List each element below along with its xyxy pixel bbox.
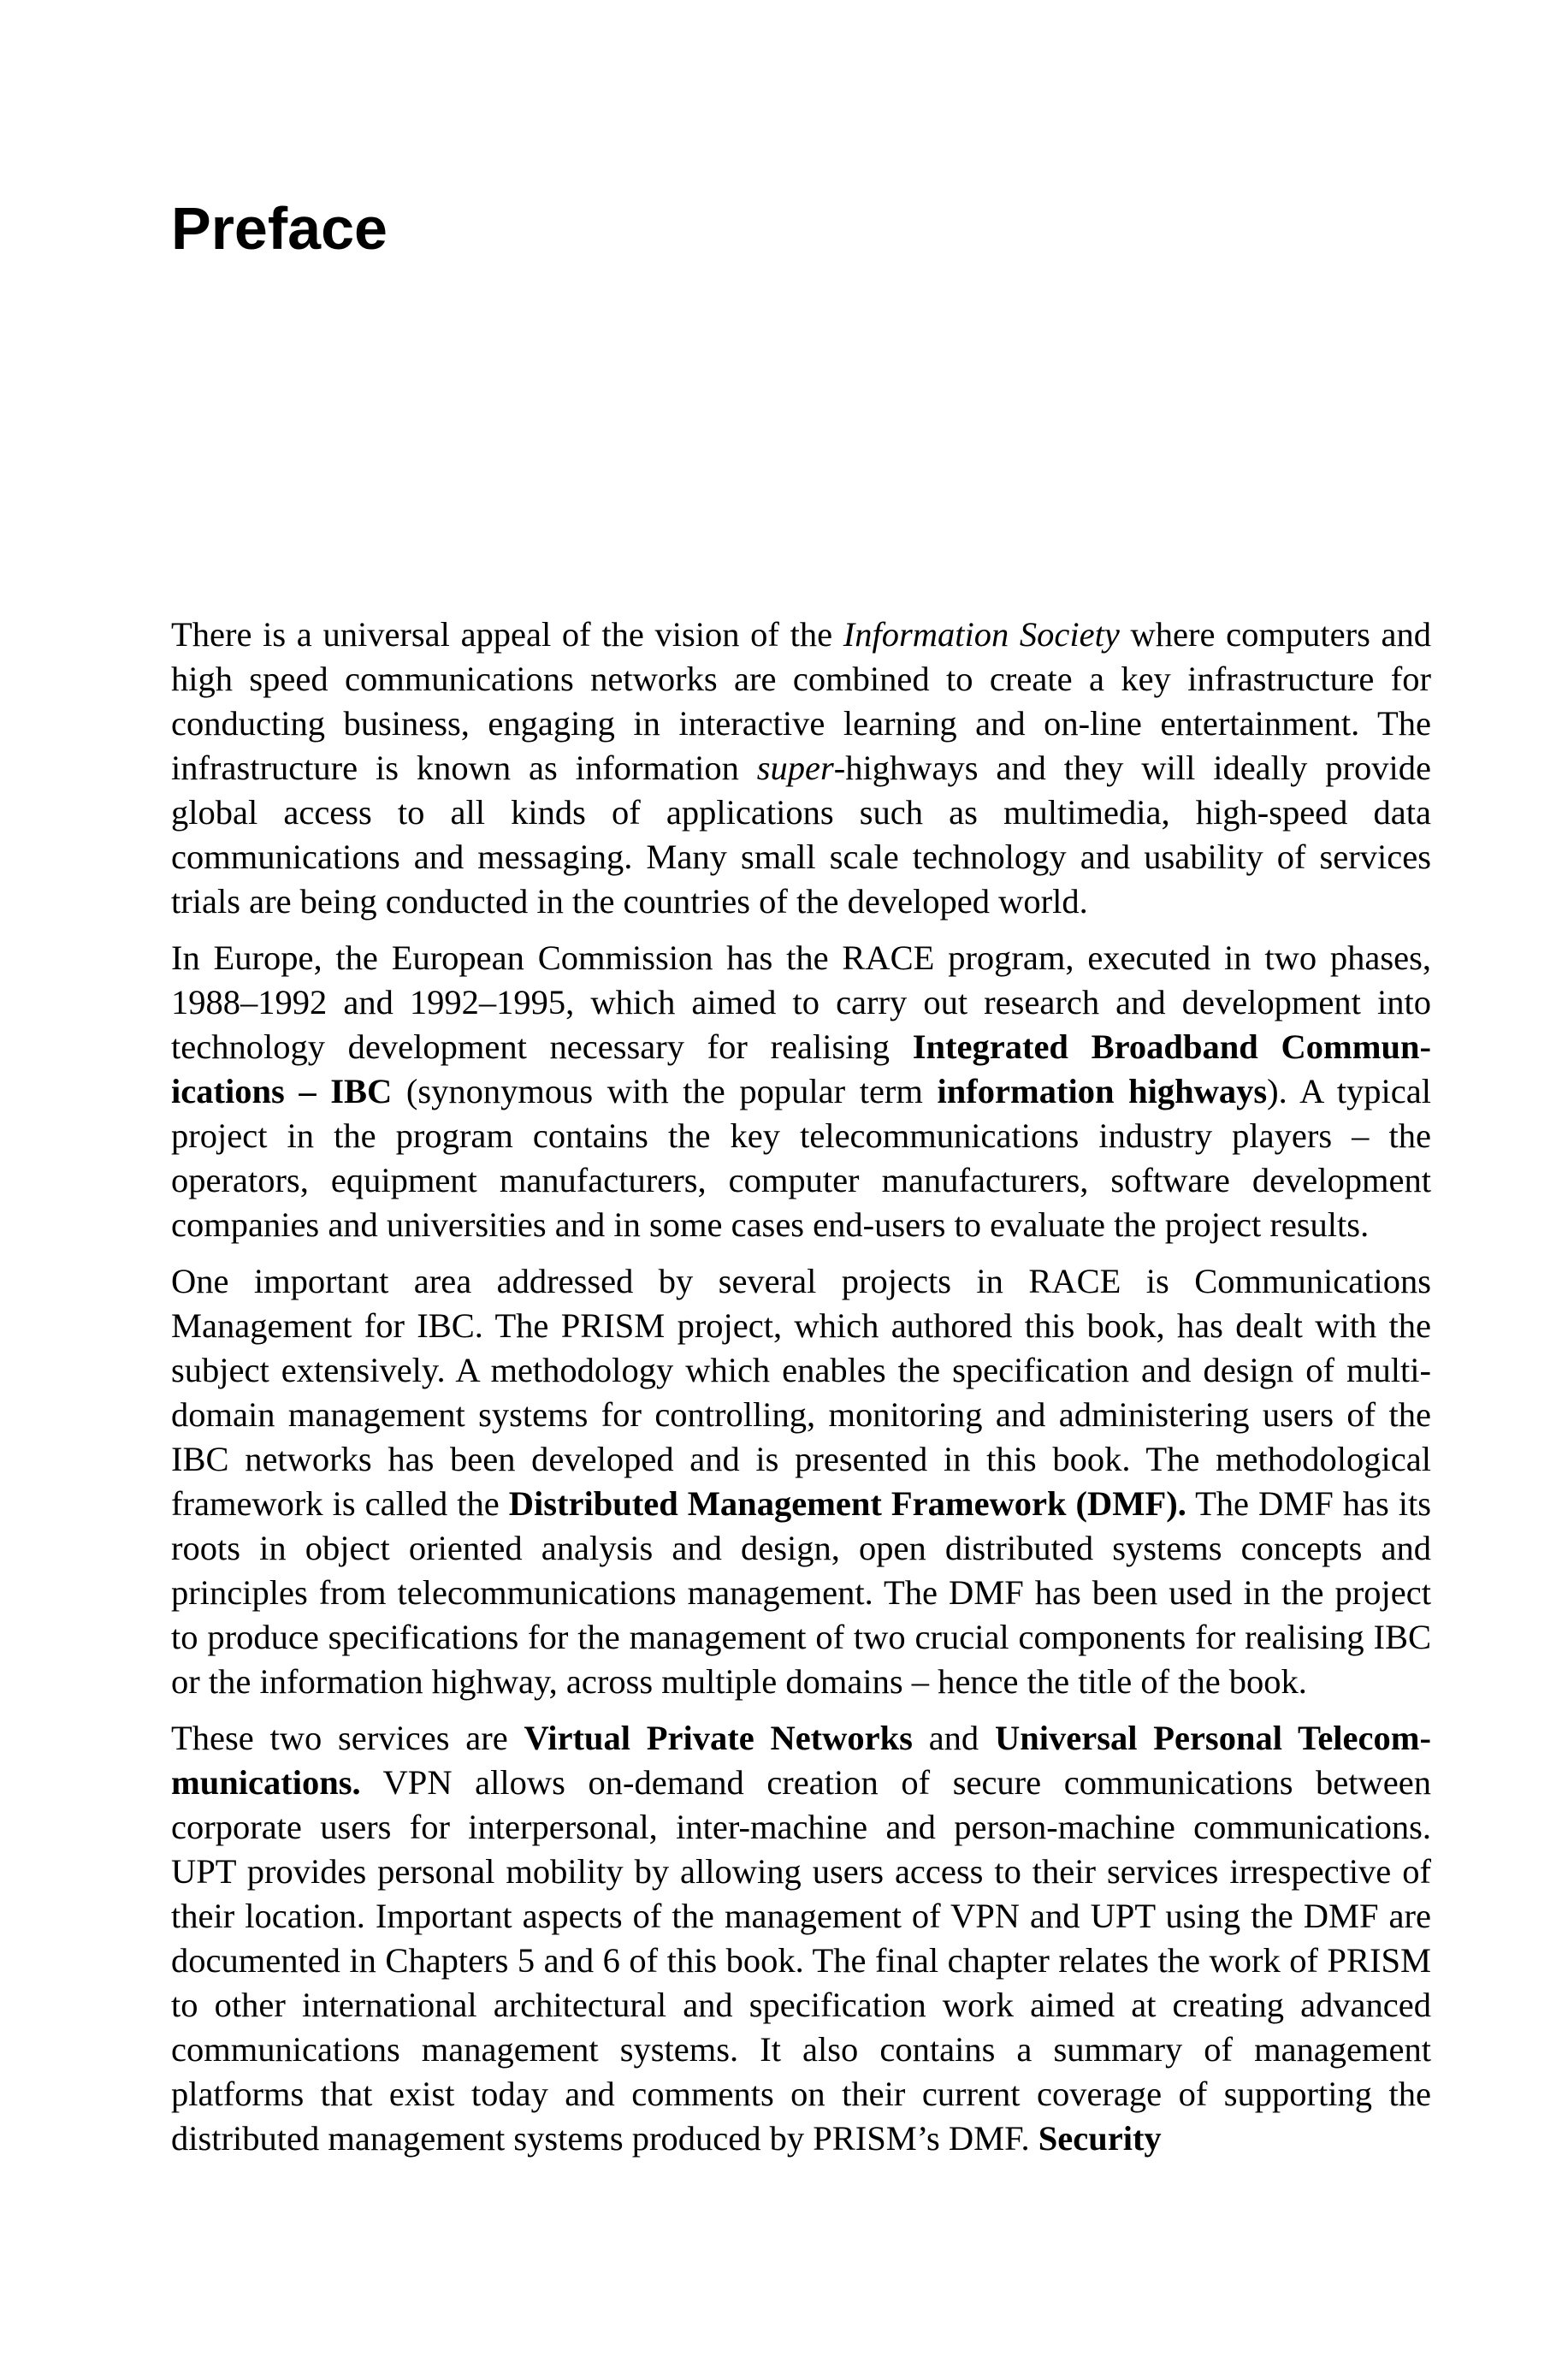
page-title: Preface <box>171 195 388 262</box>
bold-term: Integrated Broadband Communications – IBC <box>171 1027 1431 1110</box>
paragraph-vpn-upt <box>171 1716 1431 2161</box>
bold-term: information highways <box>937 1072 1268 1110</box>
bold-term: Security <box>1038 2119 1162 2158</box>
paragraph-race-program <box>171 936 1431 1247</box>
bold-term: Distributed Management Framework (DMF). <box>508 1484 1186 1523</box>
text-run: and <box>912 1719 995 1757</box>
paragraph-information-society <box>171 613 1431 924</box>
text-run: -highways and they will ideally provide global access to all kinds of applications such as multimedia, high-speed data communications and messaging. Many small scale technology and usability of services trials are being conducted in the countries of the developed world. <box>171 749 1431 921</box>
italic-term: super <box>756 749 834 787</box>
text-run: ). A typical project in the program contains the key telecommunications industry players – the operators, equipment manufacturers, computer manufacturers, software development companies and universities and in some cases end-users to evaluate the project results. <box>171 1072 1431 1244</box>
paragraph-prism-dmf <box>171 1259 1431 1704</box>
bold-term: Virtual Private Networks <box>524 1719 913 1757</box>
text-run: VPN allows on-demand creation of secure communications between corporate users for interpersonal, inter-machine and person-machine communications. UPT provides personal mobility by allowing users access to their services irrespective of their location. Important aspects of the management of VPN and UPT using the DMF are documented in Chapters 5 and 6 of this book. The final chapter relates the work of PRISM to other international architectural and specification work aimed at creating advanced communications management systems. It also contains a summary of management platforms that exist today and comments on their current coverage of supporting the distributed management systems produced by PRISM’s DMF. <box>171 1763 1431 2158</box>
text-run: The DMF has its roots in object oriented analysis and design, open distributed systems concepts and principles from telecommunications management. The DMF has been used in the project to produce specifications for the management of two crucial components for realising IBC or the information highway, across multiple domains – hence the title of the book. <box>171 1484 1431 1701</box>
text-run: One important area addressed by several projects in RACE is Communications Management for IBC. The PRISM project, which authored this book, has dealt with the subject extensively. A methodology which enables the specification and design of multi-domain management systems for controlling, monitoring and administering users of the IBC networks has been developed and is presented in this book. The methodological framework is called the <box>171 1262 1431 1523</box>
text-run: These two services are <box>171 1719 524 1757</box>
text-run: (synonymous with the popular term <box>392 1072 938 1110</box>
text-run: There is a universal appeal of the vision of the <box>171 615 843 654</box>
preface-body <box>171 613 1431 2173</box>
bold-term: Universal Personal Telecommunications. <box>171 1719 1431 1802</box>
text-run: In Europe, the European Commission has the RACE program, executed in two phases, 1988–1992 and 1992–1995, which aimed to carry out research and development into technology development necessary for realising <box>171 938 1431 1066</box>
text-run: where computers and high speed communications networks are combined to create a key infrastructure for conducting business, engaging in interactive learning and on-line entertainment. The infrastructure is known as information <box>171 615 1431 787</box>
italic-term: Information Society <box>843 615 1120 654</box>
